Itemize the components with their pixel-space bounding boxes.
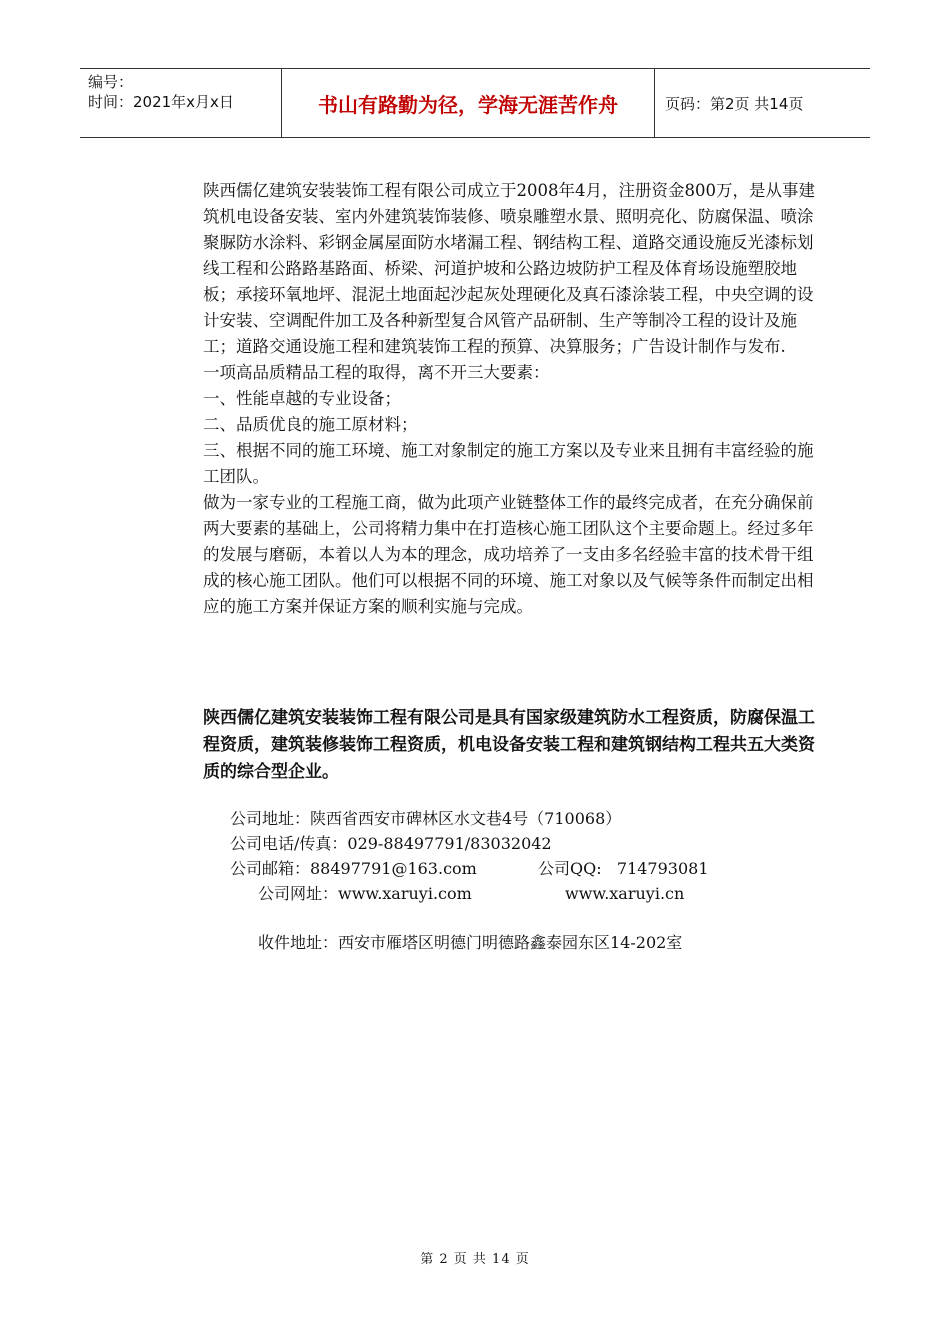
time-label: 时间：2021年x月x日 [88,93,234,111]
contact-email: 公司邮箱：88497791@163.com [230,859,477,878]
header-meta [80,69,282,137]
body-text [203,178,823,620]
page-footer: 第 2 页 共 14 页 [420,1252,530,1267]
paragraph-element-1: 一、性能卓越的专业设备； [203,389,401,408]
contact-phone: 公司电话/传真：029-88497791/83032042 [230,834,552,853]
paragraph-element-3: 三、根据不同的施工环境、施工对象制定的施工方案以及专业来且拥有丰富经验的施工团队。 [203,441,814,486]
contact-address: 公司地址：陕西省西安市碑林区水文巷4号（710068） [230,809,622,828]
paragraph-intro: 陕西儒亿建筑安装装饰工程有限公司成立于2008年4月，注册资金800万，是从事建筑机电设备安装、室内外建筑装饰装修、喷泉雕塑水景、照明亮化、防腐保温、喷涂聚脲防水涂料、彩钢金属屋面防水堵漏工程、钢结构工程、道路交通设施反光漆标划线工程和公路路基路面、桥梁、河道护坡和公路边坡防护工程及体育场设施塑胶地板；承接环氧地坪、混泥土地面起沙起灰处理硬化及真石漆涂装工程，中央空调的设计安装、空调配件加工及各种新型复合风管产品研制、生产等制冷工程的设计及施工；道路交通设施工程和建筑装饰工程的预算、决算服务；广告设计制作与发布. [203,181,815,356]
contact-website-2: www.xaruyi.cn [565,884,685,903]
contact-qq: 公司QQ: 714793081 [538,859,709,878]
page-header [80,68,870,138]
paragraph-element-2: 二、品质优良的施工原材料； [203,415,418,434]
contact-website: 公司网址：www.xaruyi.com [258,884,472,903]
paragraph-elements-intro: 一项高品质精品工程的取得，离不开三大要素： [203,363,550,382]
number-label: 编号： [88,73,134,91]
header-page-info: 页码：第2页 共14页 [665,94,804,113]
header-motto: 书山有路勤为径，学海无涯苦作舟 [282,69,655,137]
contact-mailing-address: 收件地址：西安市雁塔区明德门明德路鑫泰园东区14-202室 [258,933,683,952]
paragraph-team: 做为一家专业的工程施工商，做为此项产业链整体工作的最终完成者，在充分确保前两大要素的基础上，公司将精力集中在打造核心施工团队这个主要命题上。经过多年的发展与磨砺，本着以人为本的理念，成功培养了一支由多名经验丰富的技术骨干组成的核心施工团队。他们可以根据不同的环境、施工对象以及气候等条件而制定出相应的施工方案并保证方案的顺利实施与完成。 [203,493,814,616]
bold-statement: 陕西儒亿建筑安装装饰工程有限公司是具有国家级建筑防水工程资质，防腐保温工程资质，建筑装修装饰工程资质，机电设备安装工程和建筑钢结构工程共五大类资质的综合型企业。 [203,708,815,782]
